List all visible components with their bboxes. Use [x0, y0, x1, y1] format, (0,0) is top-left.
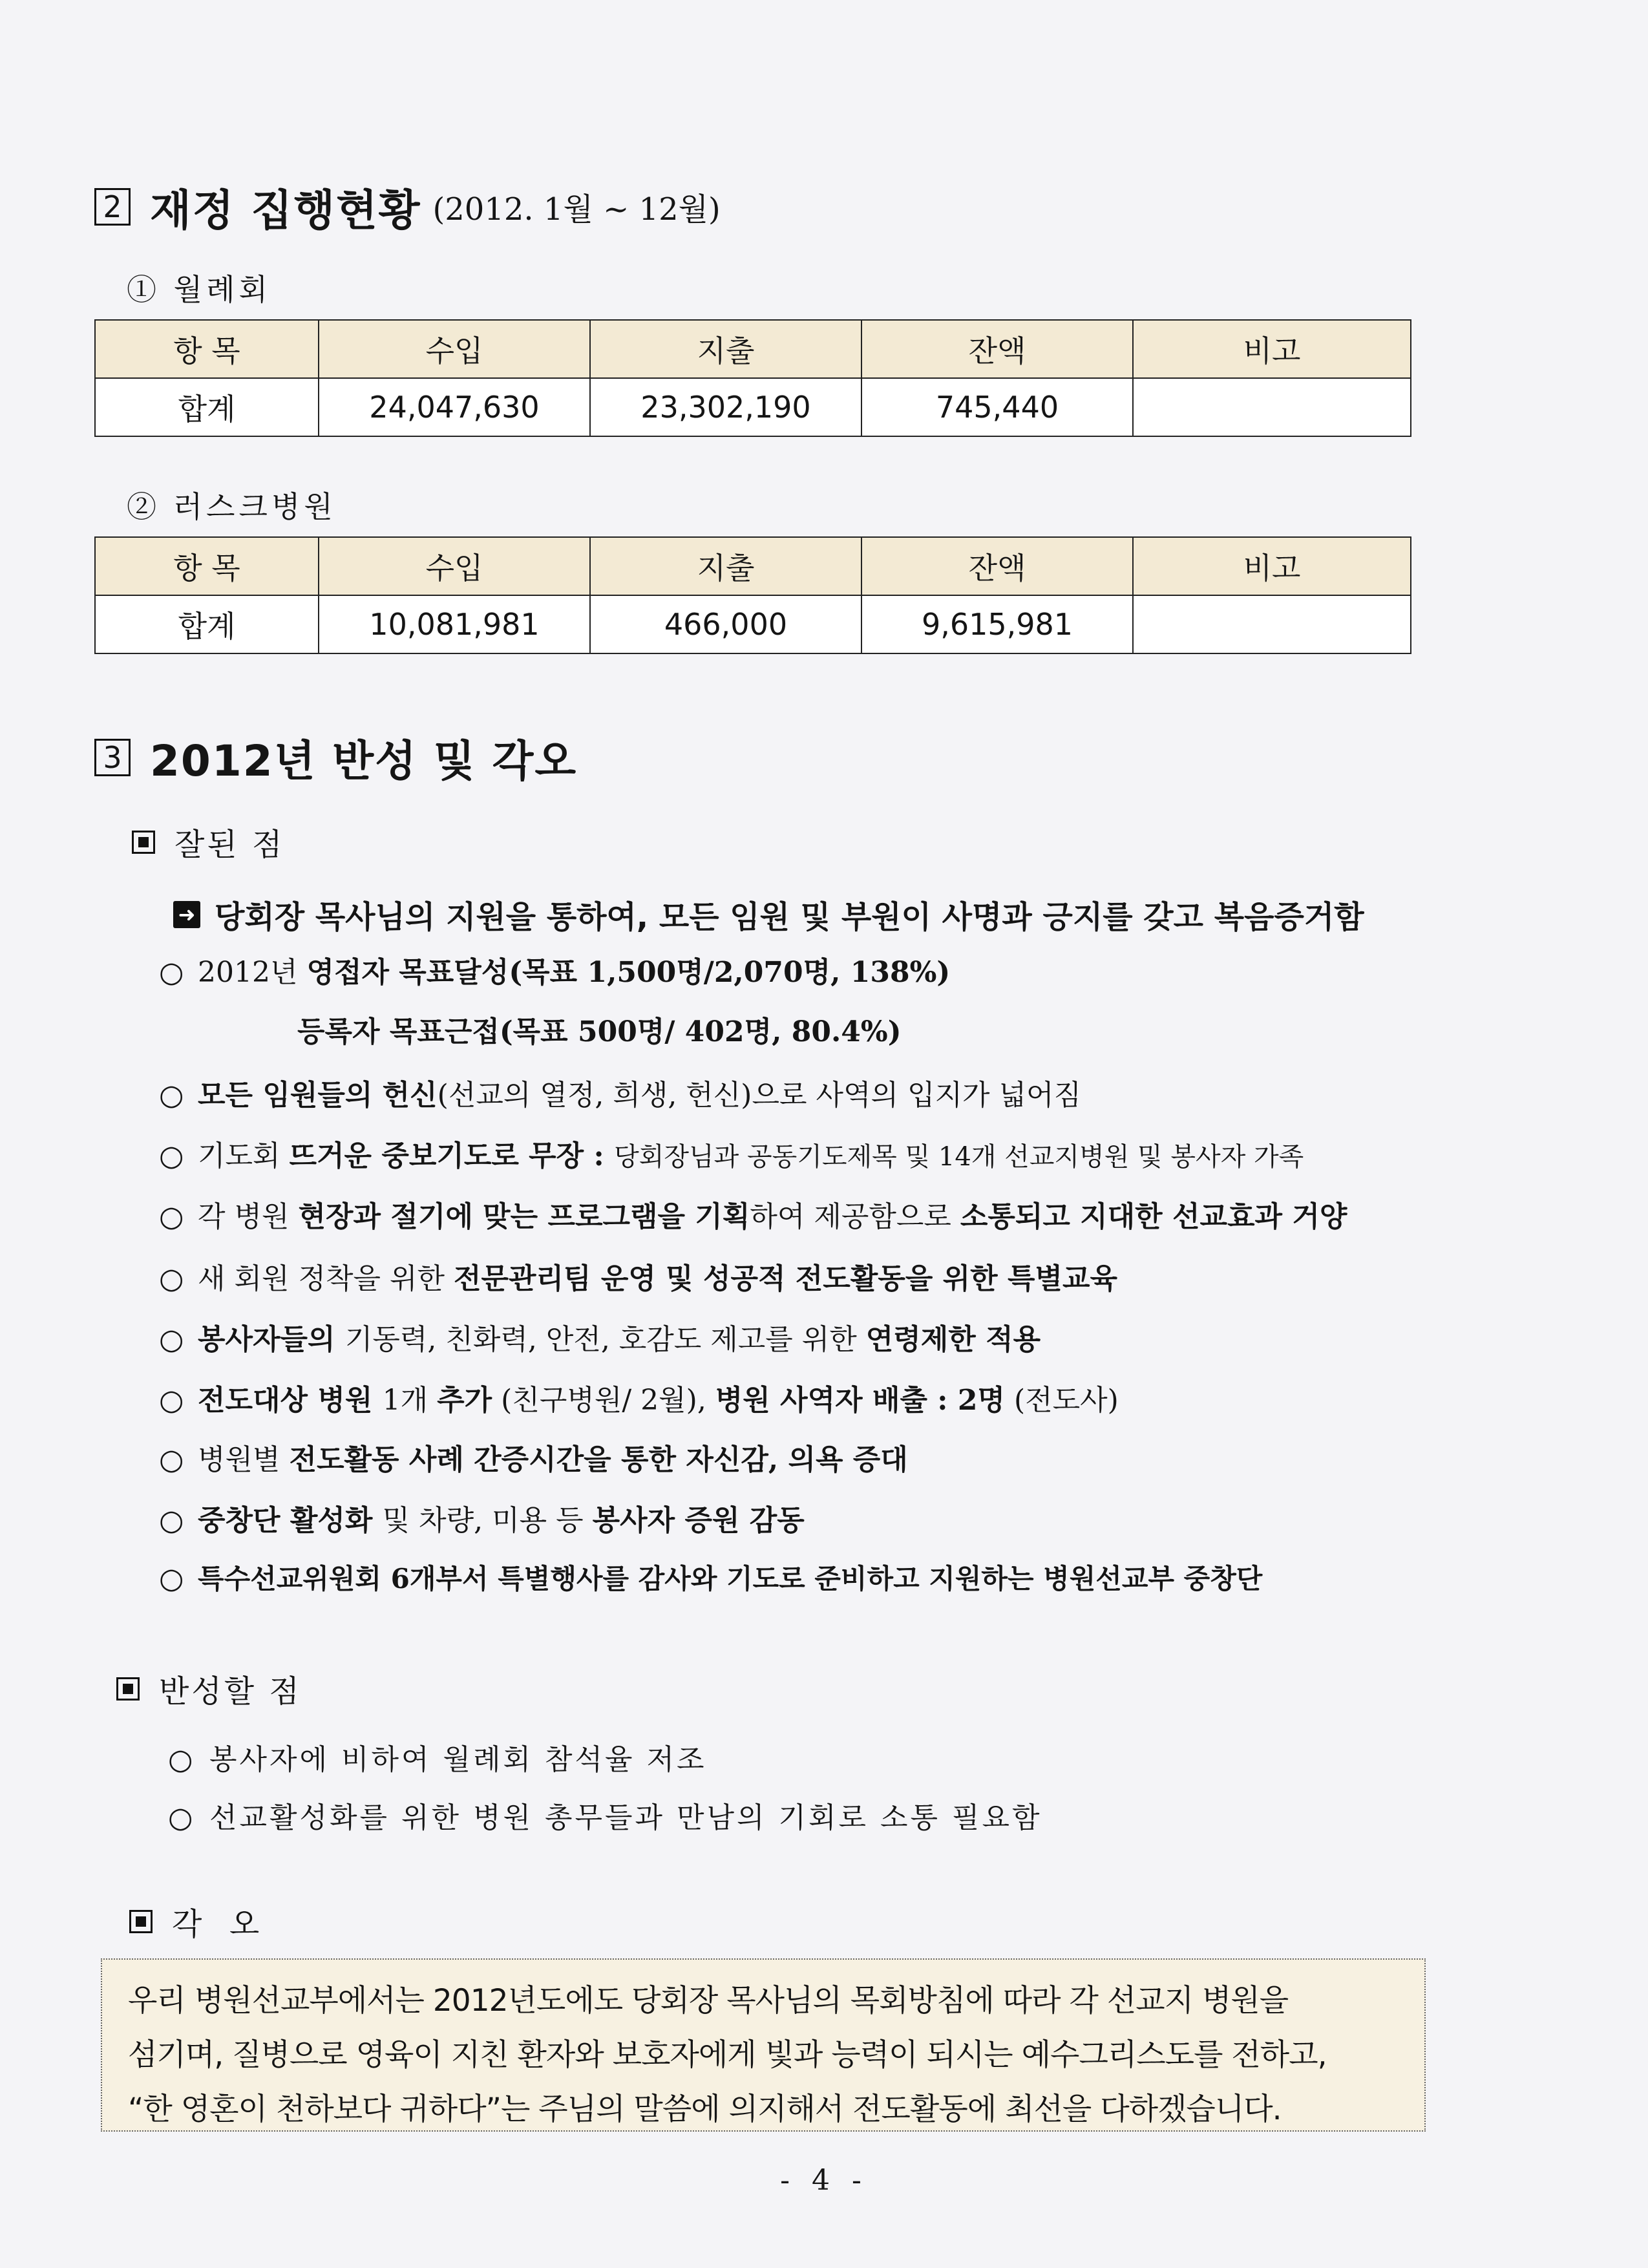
cell-income: 10,081,981 [319, 595, 590, 653]
list-item: ○ 봉사자들의 기동력, 친화력, 안전, 호감도 제고를 위한 연령제한 적용 [159, 1323, 1041, 1356]
circle-bullet-icon: ○ [159, 1443, 184, 1476]
list-item: ○ 2012년 영접자 목표달성(목표 1,500명/2,070명, 138%) [159, 956, 951, 989]
list-item: 등록자 목표근접(목표 500명/ 402명, 80.4%) [297, 1015, 902, 1048]
resolution-line: 우리 병원선교부에서는 2012년도에도 당회장 목사님의 목회방침에 따라 각 선교지 병원을 [128, 1983, 1289, 2019]
square-bullet-icon [132, 831, 155, 854]
circle-bullet-icon: ○ [168, 1801, 196, 1834]
section2-number: 2 [94, 188, 131, 226]
circle-bullet-icon: ○ [168, 1743, 196, 1776]
circle-bullet-icon: ○ [159, 1504, 184, 1537]
cell-balance: 9,615,981 [861, 595, 1133, 653]
list-item: ○ 새 회원 정착을 위한 전문관리팀 운영 및 성공적 전도활동을 위한 특별교육 [159, 1262, 1117, 1295]
table-header-row [95, 537, 1411, 595]
subheading-rusk-hospital: ② 러스크병원 [127, 489, 337, 524]
cell-note [1133, 378, 1411, 436]
list-item: ○ 봉사자에 비하여 월례회 참석율 저조 [168, 1743, 707, 1776]
resolution-line: 섬기며, 질병으로 영육이 지친 환자와 보호자에게 빛과 능력이 되시는 예수그리스도를 전하고, [128, 2037, 1327, 2073]
circle-bullet-icon: ○ [159, 1562, 184, 1595]
circle-bullet-icon: ○ [159, 1079, 184, 1112]
list-item: ○ 전도대상 병원 1개 추가 (친구병원/ 2월), 병원 사역자 배출 : 2명 (전도사) [159, 1384, 1119, 1417]
section2-period: (2012. 1월 ~ 12월) [432, 191, 721, 228]
square-bullet-icon [116, 1677, 140, 1701]
table-monthly [94, 319, 1411, 437]
good-points-heading: 잘된 점 [132, 820, 284, 864]
circle-bullet-icon: ○ [159, 1200, 184, 1233]
list-item: ○ 중창단 활성화 및 차량, 미용 등 봉사자 증원 감동 [159, 1504, 805, 1537]
cell-label: 합계 [95, 378, 319, 436]
header-balance: 잔액 [861, 537, 1133, 595]
list-item: ○ 모든 임원들의 헌신(선교의 열정, 희생, 헌신)으로 사역의 입지가 넓어짐 [159, 1079, 1081, 1112]
list-item: ○ 선교활성화를 위한 병원 총무들과 만남의 기회로 소통 필요함 [168, 1801, 1042, 1834]
page-number: - 4 - [780, 2164, 868, 2197]
circle-bullet-icon: ○ [159, 1262, 184, 1295]
reflection-heading: 반성할 점 [116, 1666, 302, 1711]
section3-number: 3 [94, 739, 131, 776]
list-item: ○ 기도회 뜨거운 중보기도로 무장 : 당회장님과 공동기도제목 및 14개 선교지병원 및 봉사자 가족 [159, 1139, 1304, 1172]
table-row [95, 595, 1411, 653]
section3-title [94, 726, 577, 788]
list-item: ○ 특수선교위원회 6개부서 특별행사를 감사와 기도로 준비하고 지원하는 병원선교부 중창단 [159, 1562, 1263, 1595]
arrow-right-icon: ➜ [173, 901, 200, 928]
header-income: 수입 [319, 537, 590, 595]
cell-expense: 466,000 [590, 595, 861, 653]
cell-note [1133, 595, 1411, 653]
cell-expense: 23,302,190 [590, 378, 861, 436]
section3-heading: 2012년 반성 및 각오 [150, 736, 578, 786]
table-row [95, 378, 1411, 436]
list-item: ○ 각 병원 현장과 절기에 맞는 프로그램을 기획하여 제공함으로 소통되고 지대한 선교효과 거양 [159, 1200, 1347, 1233]
header-item: 항 목 [95, 320, 319, 378]
list-item: ○ 병원별 전도활동 사례 간증시간을 통한 자신감, 의욕 증대 [159, 1443, 908, 1476]
table-header-row [95, 320, 1411, 378]
circle-bullet-icon: ○ [159, 1323, 184, 1356]
header-expense: 지출 [590, 320, 861, 378]
section2-heading: 재정 집행현황 [150, 185, 421, 235]
good-points-lead: ➜ 당회장 목사님의 지원을 통하여, 모든 임원 및 부원이 사명과 긍지를 갖고 복음증거함 [173, 892, 1364, 937]
header-item: 항 목 [95, 537, 319, 595]
resolution-line: “한 영혼이 천하보다 귀하다”는 주님의 말씀에 의지해서 전도활동에 최선을 다하겠습니다. [128, 2092, 1282, 2127]
header-note: 비고 [1133, 320, 1411, 378]
circle-bullet-icon: ○ [159, 1384, 184, 1417]
header-balance: 잔액 [861, 320, 1133, 378]
circle-bullet-icon: ○ [159, 956, 184, 989]
resolution-box [101, 1958, 1426, 2132]
table-rusk-hospital [94, 536, 1411, 654]
cell-balance: 745,440 [861, 378, 1133, 436]
header-note: 비고 [1133, 537, 1411, 595]
square-bullet-icon [129, 1910, 153, 1933]
subheading-monthly: ① 월례회 [127, 272, 271, 307]
header-expense: 지출 [590, 537, 861, 595]
resolution-heading: 각 오 [129, 1899, 262, 1944]
section2-title [94, 176, 721, 237]
cell-label: 합계 [95, 595, 319, 653]
cell-income: 24,047,630 [319, 378, 590, 436]
header-income: 수입 [319, 320, 590, 378]
circle-bullet-icon: ○ [159, 1139, 184, 1172]
